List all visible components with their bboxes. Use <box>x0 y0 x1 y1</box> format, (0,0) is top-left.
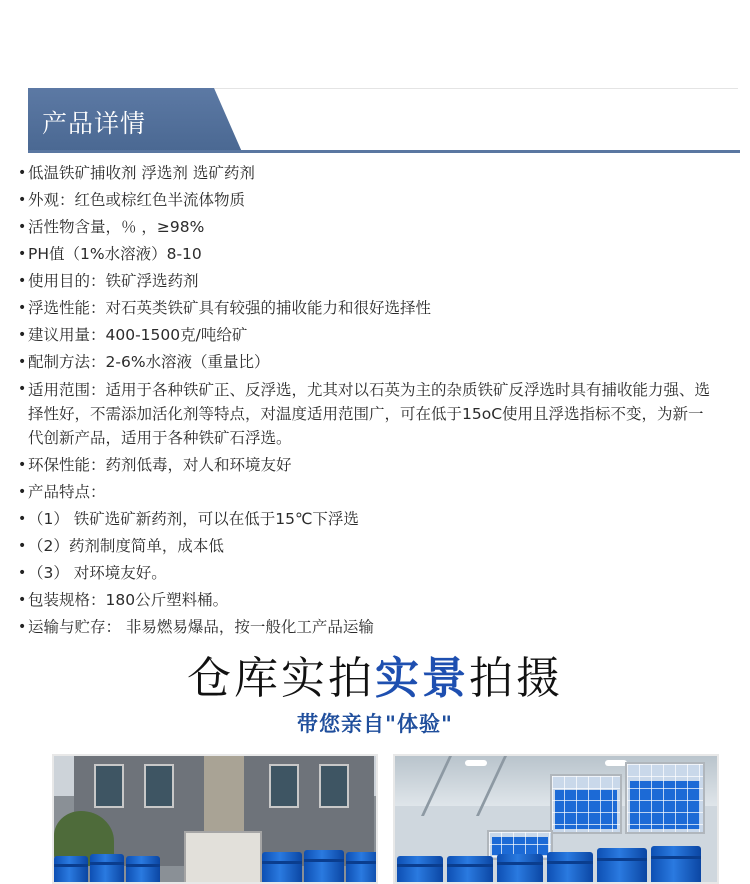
spec-text: 运输与贮存： 非易燃易爆品，按一般化工产品运输 <box>28 618 374 636</box>
photo-window <box>319 764 349 808</box>
section-title: 产品详情 <box>42 109 147 138</box>
warehouse-heading <box>0 642 750 706</box>
spec-text: 建议用量：400-1500克/吨给矿 <box>28 326 248 344</box>
spec-text: 环保性能：药剂低毒，对人和环境友好 <box>28 456 292 474</box>
spec-item <box>18 241 718 268</box>
section-underline <box>28 150 740 153</box>
warehouse-heading-emphasis: 实景 <box>375 653 469 704</box>
bullet-icon: • <box>18 300 27 316</box>
bullet-icon: • <box>18 354 27 370</box>
spec-text: （3） 对环境友好。 <box>28 564 167 582</box>
bullet-icon: • <box>18 457 27 473</box>
photo-drum <box>447 856 493 884</box>
spec-item <box>18 506 718 533</box>
warehouse-heading-part1: 仓库实拍 <box>187 653 375 704</box>
photo-ibc-tank <box>550 774 622 834</box>
bullet-icon: • <box>18 381 27 397</box>
spec-item <box>18 376 718 452</box>
spec-text: 使用目的：铁矿浮选药剂 <box>28 272 199 290</box>
bullet-icon: • <box>18 484 27 500</box>
photo-drum <box>397 856 443 884</box>
bullet-icon: • <box>18 538 27 554</box>
spec-item <box>18 187 718 214</box>
bullet-icon: • <box>18 246 27 262</box>
section-header <box>28 88 740 154</box>
spec-list <box>18 160 718 641</box>
bullet-icon: • <box>18 592 27 608</box>
photo-drum <box>90 854 124 884</box>
photo-drum <box>304 850 344 884</box>
spec-item <box>18 614 718 641</box>
spec-item <box>18 322 718 349</box>
photo-window <box>94 764 124 808</box>
spec-text: 包装规格：180公斤塑料桶。 <box>28 591 229 609</box>
photo-drum <box>597 848 647 884</box>
photo-light <box>605 760 627 766</box>
photo-drum <box>651 846 701 884</box>
photo-window <box>144 764 174 808</box>
spec-text: 配制方法：2-6%水溶液（重量比） <box>28 353 270 371</box>
spec-text: 产品特点： <box>28 483 106 501</box>
spec-item <box>18 533 718 560</box>
bullet-icon: • <box>18 165 27 181</box>
spec-item <box>18 295 718 322</box>
spec-item <box>18 587 718 614</box>
photo-ibc-tank <box>625 762 705 834</box>
spec-item <box>18 160 718 187</box>
photo-light <box>465 760 487 766</box>
spec-text: 外观：红色或棕红色半流体物质 <box>28 191 246 209</box>
bullet-icon: • <box>18 327 27 343</box>
warehouse-photo-exterior <box>52 754 378 884</box>
spec-item <box>18 479 718 506</box>
warehouse-photo-interior <box>393 754 719 884</box>
bullet-icon: • <box>18 273 27 289</box>
bullet-icon: • <box>18 565 27 581</box>
photo-drum <box>346 852 378 884</box>
spec-text: （1） 铁矿选矿新药剂，可以在低于15℃下浮选 <box>28 510 359 528</box>
spec-item <box>18 560 718 587</box>
spec-item <box>18 214 718 241</box>
spec-item <box>18 349 718 376</box>
bullet-icon: • <box>18 192 27 208</box>
bullet-icon: • <box>18 511 27 527</box>
spec-text: 活性物含量，％ ，≥98% <box>28 218 205 236</box>
warehouse-heading-part2: 拍摄 <box>469 653 563 704</box>
photo-drum <box>54 856 88 884</box>
photo-ibc-tank <box>184 831 262 884</box>
bullet-icon: • <box>18 219 27 235</box>
photo-drum <box>126 856 160 884</box>
spec-item <box>18 268 718 295</box>
spec-text: （2）药剂制度简单，成本低 <box>28 537 224 555</box>
spec-item <box>18 452 718 479</box>
spec-text: 低温铁矿捕收剂 浮选剂 选矿药剂 <box>28 164 255 182</box>
warehouse-subtitle: 带您亲自"体验" <box>297 712 453 736</box>
photo-drum <box>262 852 302 884</box>
spec-text: PH值（1%水溶液）8-10 <box>28 245 202 263</box>
photo-window <box>269 764 299 808</box>
photo-drum <box>497 854 543 884</box>
bullet-icon: • <box>18 619 27 635</box>
photo-drum <box>547 852 593 884</box>
spec-text: 适用范围：适用于各种铁矿正、反浮选，尤其对以石英为主的杂质铁矿反浮选时具有捕收能力强、选择性好，不需添加活化剂等特点，对温度适用范围广，可在低于15oC使用且浮选指标不变，为新一代创新产品，适用于各种铁矿石浮选。 <box>28 381 711 447</box>
spec-text: 浮选性能：对石英类铁矿具有较强的捕收能力和很好选择性 <box>28 299 432 317</box>
